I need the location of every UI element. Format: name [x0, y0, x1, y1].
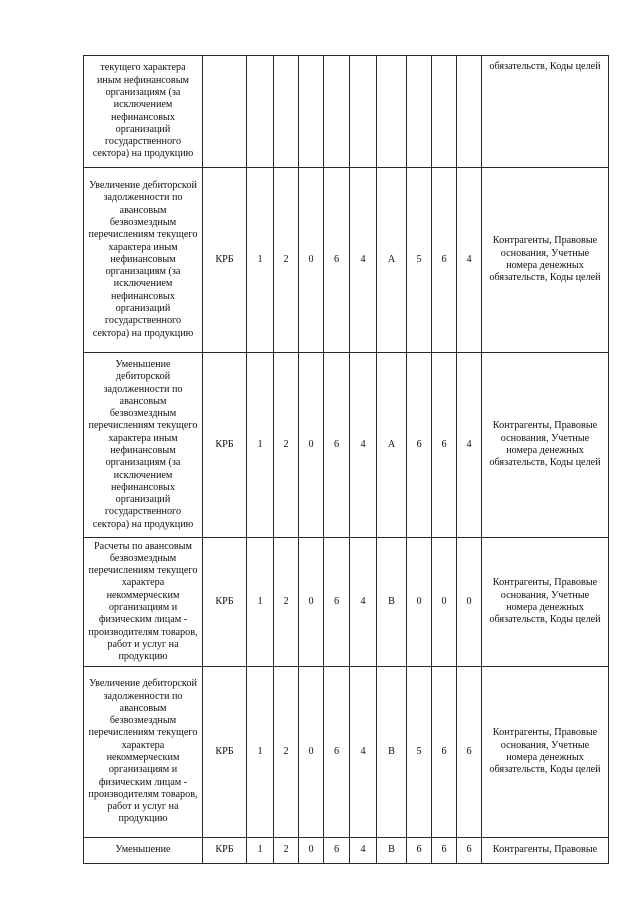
code-digit-cell: B — [377, 838, 407, 864]
code-digit-cell: 4 — [350, 353, 377, 538]
code-digit-cell: 0 — [407, 538, 432, 667]
code-digit-cell: B — [377, 538, 407, 667]
code-digit-cell: 1 — [247, 667, 274, 838]
code-digit-cell: 6 — [324, 168, 350, 353]
code-digit-cell — [324, 56, 350, 168]
code-digit-cell: 4 — [350, 667, 377, 838]
code-digit-cell: 6 — [457, 667, 482, 838]
code-digit-cell: 0 — [299, 838, 324, 864]
code-digit-cell: 2 — [274, 353, 299, 538]
code-digit-cell: 6 — [432, 667, 457, 838]
code-digit-cell: 6 — [432, 353, 457, 538]
account-name-cell: Увеличение дебиторской задолженности по авансовым безвозмездным перечислениям текущего характера некоммерческим организациям и физическим лицам - производителям товаров, работ и услуг на продукцию — [84, 667, 203, 838]
code-digit-cell — [299, 56, 324, 168]
code-digit-cell — [350, 56, 377, 168]
code-digit-cell: 6 — [432, 838, 457, 864]
code-digit-cell — [432, 56, 457, 168]
code-digit-cell: A — [377, 168, 407, 353]
budget-code-cell: КРБ — [203, 838, 247, 864]
code-digit-cell: 6 — [457, 838, 482, 864]
accounts-table — [83, 55, 609, 864]
table-row — [84, 353, 609, 538]
code-digit-cell: 0 — [299, 667, 324, 838]
code-digit-cell: 4 — [457, 353, 482, 538]
analytics-cell: Контрагенты, Правовые основания, Учетные номера денежных обязательств, Коды целей — [482, 538, 609, 667]
code-digit-cell: 2 — [274, 538, 299, 667]
analytics-cell: обязательств, Коды целей — [482, 56, 609, 168]
code-digit-cell — [407, 56, 432, 168]
code-digit-cell: 0 — [299, 538, 324, 667]
code-digit-cell — [457, 56, 482, 168]
code-digit-cell: 6 — [432, 168, 457, 353]
account-name-cell: Расчеты по авансовым безвозмездным перечислениям текущего характера некоммерческим организациям и физическим лицам - производителям товаров, работ и услуг на продукцию — [84, 538, 203, 667]
code-digit-cell: B — [377, 667, 407, 838]
table-row — [84, 667, 609, 838]
code-digit-cell — [274, 56, 299, 168]
code-digit-cell: 1 — [247, 168, 274, 353]
code-digit-cell: 1 — [247, 353, 274, 538]
code-digit-cell: 4 — [350, 538, 377, 667]
analytics-cell: Контрагенты, Правовые основания, Учетные номера денежных обязательств, Коды целей — [482, 168, 609, 353]
code-digit-cell: 6 — [407, 838, 432, 864]
code-digit-cell — [377, 56, 407, 168]
code-digit-cell: 6 — [324, 353, 350, 538]
code-digit-cell: 0 — [457, 538, 482, 667]
code-digit-cell — [247, 56, 274, 168]
code-digit-cell: 2 — [274, 168, 299, 353]
analytics-cell: Контрагенты, Правовые основания, Учетные номера денежных обязательств, Коды целей — [482, 353, 609, 538]
budget-code-cell: КРБ — [203, 168, 247, 353]
code-digit-cell: A — [377, 353, 407, 538]
account-name-cell: Уменьшение дебиторской задолженности по авансовым безвозмездным перечислениям текущего характера иным нефинансовым организациям (за исключением нефинансовых организаций государственного сектора) на продукцию — [84, 353, 203, 538]
code-digit-cell: 4 — [457, 168, 482, 353]
code-digit-cell: 0 — [299, 168, 324, 353]
analytics-cell: Контрагенты, Правовые — [482, 838, 609, 864]
analytics-cell: Контрагенты, Правовые основания, Учетные номера денежных обязательств, Коды целей — [482, 667, 609, 838]
code-digit-cell: 2 — [274, 838, 299, 864]
code-digit-cell: 5 — [407, 667, 432, 838]
table-row — [84, 838, 609, 864]
budget-code-cell — [203, 56, 247, 168]
code-digit-cell: 0 — [299, 353, 324, 538]
code-digit-cell: 5 — [407, 168, 432, 353]
table-row — [84, 56, 609, 168]
account-name-cell: Увеличение дебиторской задолженности по авансовым безвозмездным перечислениям текущего характера иным нефинансовым организациям (за исключением нефинансовых организаций государственного сектора) на продукцию — [84, 168, 203, 353]
code-digit-cell: 6 — [324, 667, 350, 838]
code-digit-cell: 6 — [407, 353, 432, 538]
budget-code-cell: КРБ — [203, 667, 247, 838]
code-digit-cell: 4 — [350, 838, 377, 864]
budget-code-cell: КРБ — [203, 353, 247, 538]
table-row — [84, 168, 609, 353]
table-row — [84, 538, 609, 667]
code-digit-cell: 6 — [324, 538, 350, 667]
code-digit-cell: 0 — [432, 538, 457, 667]
code-digit-cell: 2 — [274, 667, 299, 838]
code-digit-cell: 1 — [247, 838, 274, 864]
code-digit-cell: 4 — [350, 168, 377, 353]
budget-code-cell: КРБ — [203, 538, 247, 667]
account-name-cell: текущего характера иным нефинансовым организациям (за исключением нефинансовых организаций государственного сектора) на продукцию — [84, 56, 203, 168]
account-name-cell: Уменьшение — [84, 838, 203, 864]
code-digit-cell: 6 — [324, 838, 350, 864]
code-digit-cell: 1 — [247, 538, 274, 667]
